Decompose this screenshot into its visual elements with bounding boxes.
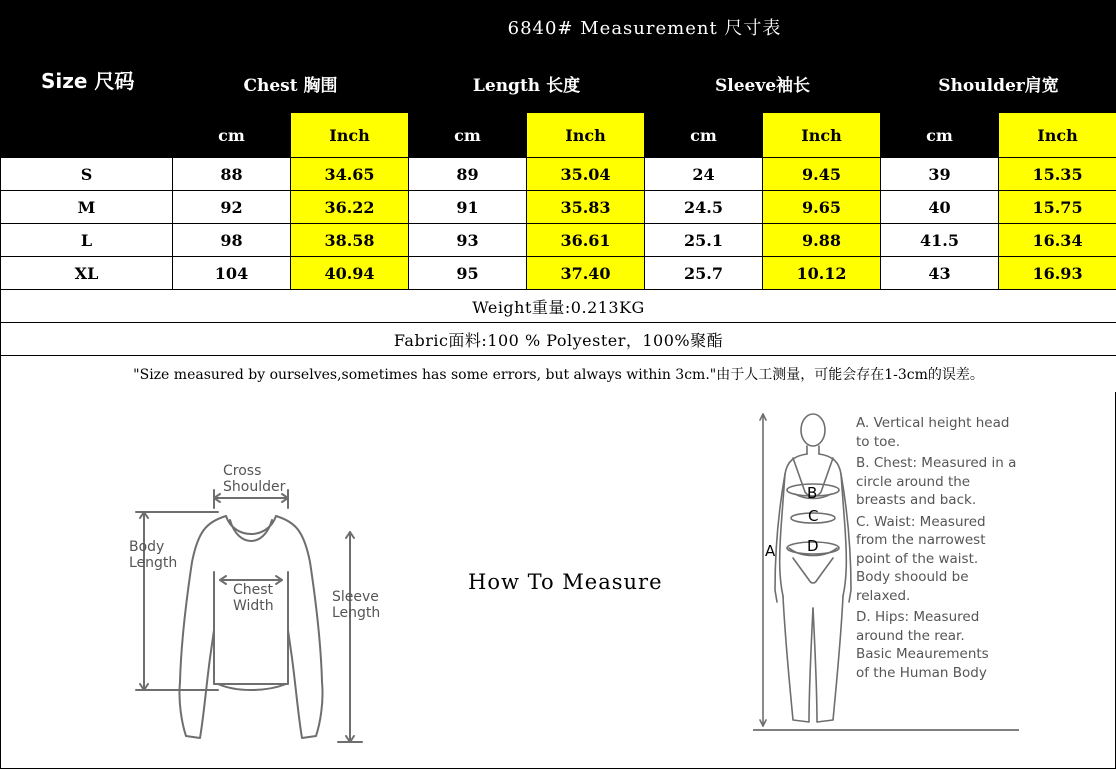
label-b: B <box>807 484 818 502</box>
how-to-measure-title: How To Measure <box>468 570 663 594</box>
cm-cell: 104 <box>173 257 291 290</box>
note-d: D. Hips: Measured around the rear. Basic Meaurements of the Human Body <box>856 609 989 681</box>
cm-cell: 93 <box>409 224 527 257</box>
table-row <box>1 257 1116 290</box>
unit-inch: Inch <box>291 113 409 158</box>
inch-cell: 16.34 <box>999 224 1116 257</box>
unit-cm: cm <box>409 113 527 158</box>
cm-cell: 40 <box>881 191 999 224</box>
inch-cell: 15.35 <box>999 158 1116 191</box>
unit-cm: cm <box>645 113 763 158</box>
cm-cell: 41.5 <box>881 224 999 257</box>
size-header: Size 尺码 <box>1 1 173 158</box>
note-c: C. Waist: Measured from the narrowest point of the waist. Body shoould be relaxed. <box>856 513 986 604</box>
cm-cell: 92 <box>173 191 291 224</box>
unit-cm: cm <box>173 113 291 158</box>
cm-cell: 25.1 <box>645 224 763 257</box>
inch-cell: 9.65 <box>763 191 881 224</box>
cm-cell: 95 <box>409 257 527 290</box>
cm-cell: 39 <box>881 158 999 191</box>
length-header: Length 长度 <box>409 54 645 113</box>
inch-cell: 38.58 <box>291 224 409 257</box>
shoulder-header: Shoulder肩宽 <box>881 54 1116 113</box>
table-row <box>1 158 1116 191</box>
cm-cell: 98 <box>173 224 291 257</box>
cm-cell: 24.5 <box>645 191 763 224</box>
inch-cell: 36.22 <box>291 191 409 224</box>
label-d: D <box>807 537 819 555</box>
notes-underline <box>859 728 1019 732</box>
inch-cell: 9.88 <box>763 224 881 257</box>
table-row <box>1 224 1116 257</box>
inch-cell: 35.83 <box>527 191 645 224</box>
body-length-label: Body Length <box>129 539 178 571</box>
label-a: A <box>765 542 776 560</box>
size-cell: L <box>1 224 173 257</box>
unit-cm: cm <box>881 113 999 158</box>
chest-width-label: Chest Width <box>233 582 274 614</box>
table-row <box>1 191 1116 224</box>
label-c: C <box>808 507 819 525</box>
cm-cell: 91 <box>409 191 527 224</box>
table-title: 6840# Measurement 尺寸表 <box>173 1 1116 54</box>
cm-cell: 89 <box>409 158 527 191</box>
cm-cell: 24 <box>645 158 763 191</box>
weight-row: Weight重量:0.213KG <box>1 290 1116 323</box>
inch-cell: 34.65 <box>291 158 409 191</box>
body-measurement-notes <box>856 414 1016 685</box>
measurement-note: "Size measured by ourselves,sometimes has some errors, but always within 3cm."由于人工测量，可能会存在1-3cm的误差。 <box>1 356 1116 393</box>
unit-inch: Inch <box>763 113 881 158</box>
body-figure-diagram <box>753 408 873 738</box>
unit-inch: Inch <box>527 113 645 158</box>
note-a: A. Vertical height head to toe. <box>856 415 1010 450</box>
size-cell: XL <box>1 257 173 290</box>
cm-cell: 88 <box>173 158 291 191</box>
cross-shoulder-label: Cross Shoulder <box>223 463 286 495</box>
cm-cell: 25.7 <box>645 257 763 290</box>
size-cell: M <box>1 191 173 224</box>
size-cell: S <box>1 158 173 191</box>
note-b: B. Chest: Measured in a circle around the breasts and back. <box>856 455 1017 508</box>
chest-header: Chest 胸围 <box>173 54 409 113</box>
unit-inch: Inch <box>999 113 1116 158</box>
inch-cell: 37.40 <box>527 257 645 290</box>
inch-cell: 40.94 <box>291 257 409 290</box>
how-to-measure-panel <box>0 392 1116 769</box>
cm-cell: 43 <box>881 257 999 290</box>
inch-cell: 35.04 <box>527 158 645 191</box>
fabric-row: Fabric面料:100 % Polyester，100%聚酯 <box>1 323 1116 356</box>
inch-cell: 36.61 <box>527 224 645 257</box>
sleeve-length-label: Sleeve Length <box>332 589 381 621</box>
inch-cell: 16.93 <box>999 257 1116 290</box>
inch-cell: 10.12 <box>763 257 881 290</box>
inch-cell: 15.75 <box>999 191 1116 224</box>
inch-cell: 9.45 <box>763 158 881 191</box>
sleeve-header: Sleeve袖长 <box>645 54 881 113</box>
